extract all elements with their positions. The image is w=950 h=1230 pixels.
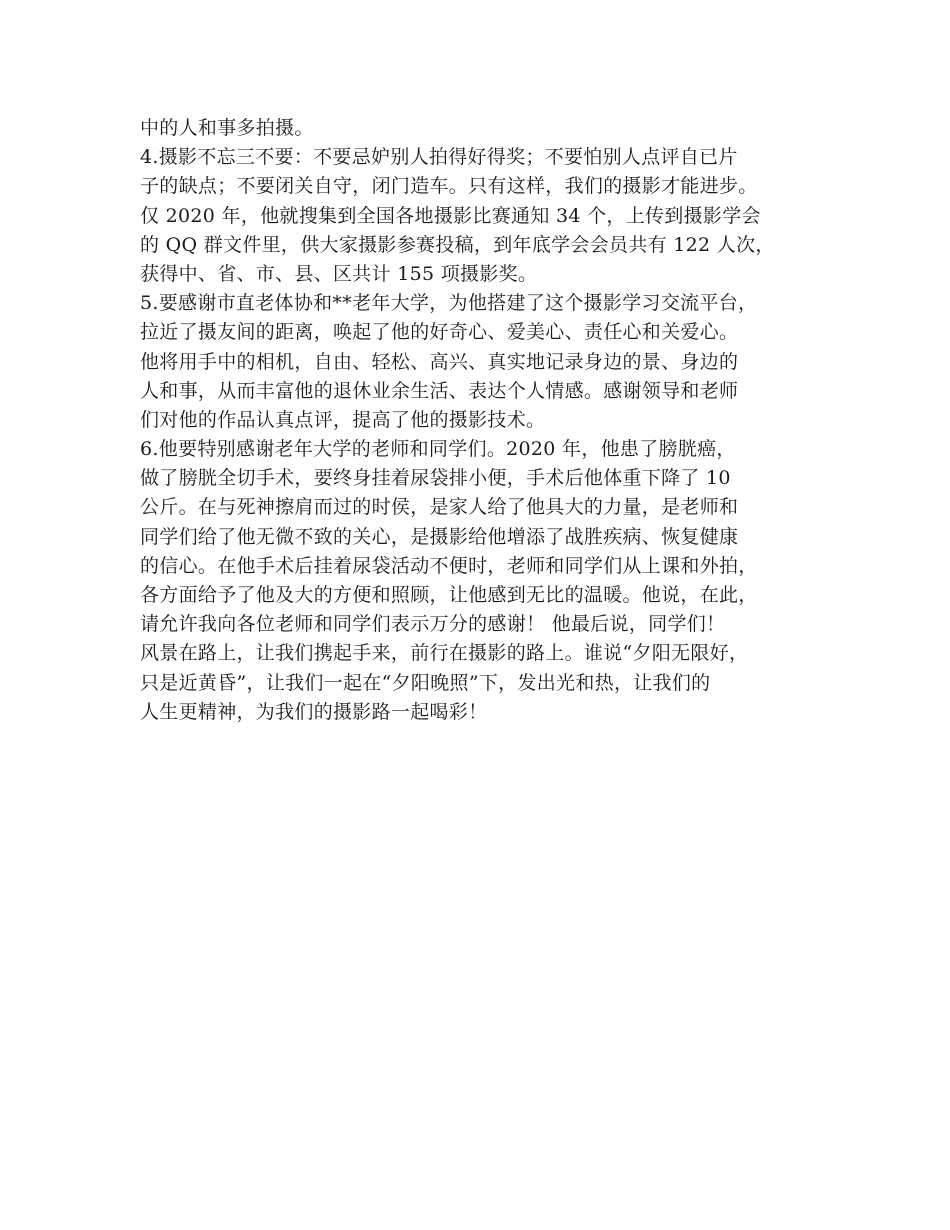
text-line: 的信心。在他手术后挂着尿袋活动不便时，老师和同学们从上课和外拍，	[140, 554, 758, 577]
text-line: 请允许我向各位老师和同学们表示万分的感谢！ 他最后说，同学们！	[140, 613, 726, 636]
text-line: 同学们给了他无微不致的关心，是摄影给他增添了战胜疾病、恢复健康	[140, 525, 739, 548]
text-line: 风景在路上，让我们携起手来，前行在摄影的路上。谁说“夕阳无限好，	[140, 642, 749, 665]
text-line: 中的人和事多拍摄。	[140, 117, 314, 139]
text-line: 子的缺点；不要闭关自守，闭门造车。只有这样，我们的摄影才能进步。	[140, 175, 758, 198]
text-line: 仅 2020 年，他就搜集到全国各地摄影比赛通知 34 个，上传到摄影学会	[140, 204, 761, 227]
text-line: 的 QQ 群文件里，供大家摄影参赛投稿，到年底学会会员共有 122 人次，	[140, 233, 775, 256]
text-line: 4.摄影不忘三不要：不要忌妒别人拍得好得奖；不要怕别人点评自已片	[140, 146, 738, 169]
text-line: 6.他要特别感谢老年大学的老师和同学们。2020 年，他患了膀胱癌，	[140, 438, 736, 461]
text-line: 人和事，从而丰富他的退休业余生活、表达个人情感。感谢领导和老师	[140, 379, 739, 402]
document-body	[140, 114, 820, 727]
text-line: 拉近了摄友间的距离，唤起了他的好奇心、爱美心、责任心和关爱心。	[140, 321, 739, 344]
text-line: 各方面给予了他及大的方便和照顾，让他感到无比的温暖。他说，在此，	[140, 584, 758, 606]
text-line: 人生更精神，为我们的摄影路一起喝彩！	[140, 700, 488, 723]
text-line: 公斤。在与死神擦肩而过的时侯，是家人给了他具大的力量，是老师和	[140, 496, 739, 519]
text-line: 只是近黄昏”，让我们一起在“夕阳晚照”下，发出光和热，让我们的	[140, 671, 711, 694]
text-line: 获得中、省、市、县、区共计 155 项摄影奖。	[140, 262, 538, 285]
text-line: 们对他的作品认真点评，提高了他的摄影技术。	[140, 408, 546, 431]
text-line: 他将用手中的相机，自由、轻松、高兴、真实地记录身边的景、身边的	[140, 350, 739, 373]
text-line: 5.要感谢市直老体协和**老年大学，为他搭建了这个摄影学习交流平台，	[140, 292, 758, 315]
text-line: 做了膀胱全切手术，要终身挂着尿袋排小便，手术后他体重下降了 10	[140, 467, 731, 490]
